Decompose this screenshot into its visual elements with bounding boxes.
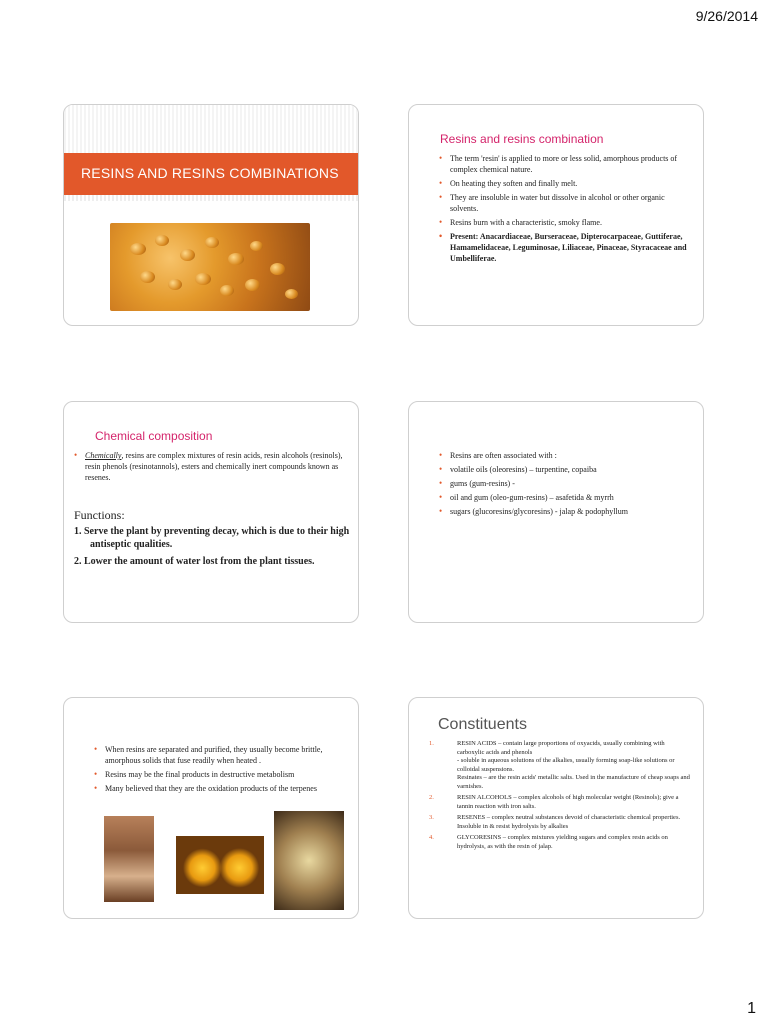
bullet: • The term 'resin' is applied to more or less solid, amorphous products of complex chemical nature. xyxy=(439,153,687,175)
bullet: • Resins are often associated with : xyxy=(439,450,689,461)
functions-label: Functions: xyxy=(74,508,125,522)
function-item: 1. Serve the plant by preventing decay, which is due to their high antiseptic qualities. xyxy=(74,526,350,550)
functions-list xyxy=(74,525,352,572)
slide-3-thumbnail xyxy=(63,401,359,623)
slide-4-bullets xyxy=(439,450,689,520)
bullet: • volatile oils (oleoresins) – turpentine, copaiba xyxy=(439,464,689,475)
slide-2-bullets xyxy=(439,153,687,267)
slide-3-title: Chemical composition xyxy=(95,429,213,443)
bullet: • Resins burn with a characteristic, smoky flame. xyxy=(439,217,687,228)
title-stripe-decoration xyxy=(64,105,358,153)
function-item: 2. Lower the amount of water lost from the plant tissues. xyxy=(74,556,315,567)
resin-tree-photo xyxy=(104,816,154,902)
resin-drops-photo xyxy=(176,836,264,894)
bullet: • Chemically, resins are complex mixtures of resin acids, resin alcohols (resinols), resin phenols (resinotannols), esters and chemically inert compounds known as resenes. xyxy=(74,450,352,483)
bullet: • sugars (glucoresins/glycoresins) - jalap & podophyllum xyxy=(439,506,689,517)
raisins-photo xyxy=(110,223,310,311)
constituents-list xyxy=(429,740,691,854)
constituent-item: 1. RESIN ACIDS – contain large proportions of oxyacids, usually combining with carboxylic acids and phenols - soluble in aqueous solutions of the alkalies, usually forming soap-like solutions or colloidal suspensions. Resinates – are the resin acids' metallic salts. Used in the manufacture of cheap soaps and varnishes. xyxy=(429,740,690,790)
bullet: • When resins are separated and purified, they usually become brittle, amorphous solids that fuse readily when heated . xyxy=(94,744,346,766)
slide-6-thumbnail xyxy=(408,697,704,919)
bullet: • They are insoluble in water but dissolve in alcohol or other organic solvents. xyxy=(439,192,687,214)
bullet: • oil and gum (oleo-gum-resins) – asafetida & myrrh xyxy=(439,492,689,503)
constituent-item: 4. GLYCORESINS – complex mixtures yielding sugars and complex resin acids on hydrolysis, as with the resin of jalap. xyxy=(429,834,668,850)
title-bar xyxy=(64,153,358,195)
bullet: • On heating they soften and finally melt. xyxy=(439,178,687,189)
constituent-item: 3. RESENES – complex neutral substances devoid of characteristic chemical properties. Insoluble in & resist hydrolysis by alkalies xyxy=(429,814,681,830)
date-header: 9/26/2014 xyxy=(695,8,758,24)
resin-lump-photo xyxy=(274,811,344,910)
bullet: • gums (gum-resins) - xyxy=(439,478,689,489)
page-number: 1 xyxy=(747,1000,756,1017)
slide-6-title: Constituents xyxy=(438,716,527,733)
slide-2-thumbnail xyxy=(408,104,704,326)
bullet: • Many believed that they are the oxidation products of the terpenes xyxy=(94,783,346,794)
stripe-decoration xyxy=(64,195,358,201)
slide-5-bullets xyxy=(94,744,346,797)
bullet: • Resins may be the final products in destructive metabolism xyxy=(94,769,346,780)
bullet-present: • Present: Anacardiaceae, Burseraceae, Dipterocarpaceae, Guttiferae, Hamamelidaceae, Leguminosae, Liliaceae, Pinaceae, Styracaceae and Umbelliferae. xyxy=(439,231,687,264)
slide-4-thumbnail xyxy=(408,401,704,623)
slide-2-title: Resins and resins combination xyxy=(440,132,604,146)
slide-5-thumbnail xyxy=(63,697,359,919)
slide-3-bullets xyxy=(74,450,352,486)
slide-1-thumbnail xyxy=(63,104,359,326)
constituent-item: 2. RESIN ALCOHOLS – complex alcohols of high molecular weight (Resinols); give a tannin reaction with iron salts. xyxy=(429,794,679,810)
slide-1-title: RESINS AND RESINS COMBINATIONS xyxy=(81,165,339,181)
